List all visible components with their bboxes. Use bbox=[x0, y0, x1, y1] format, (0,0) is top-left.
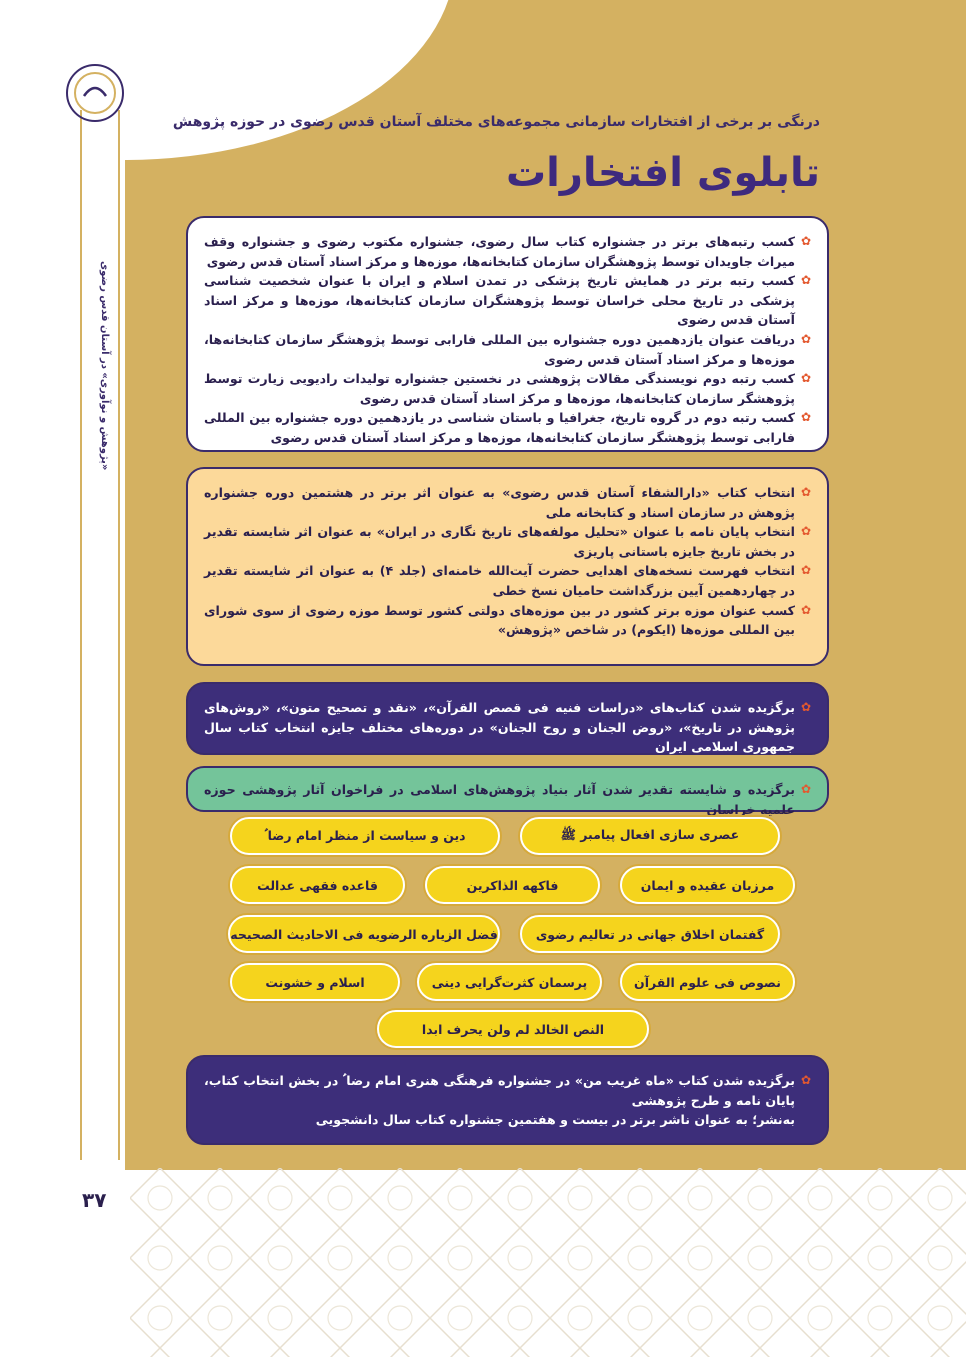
work-pill: دین و سیاست از منظر امام رضا ؑ bbox=[230, 817, 500, 855]
list-item: ✿ انتخاب کتاب «دارالشفاء آستان قدس رضوی» به عنوان اثر برتر در هشتمین دوره جشنواره پژوهش در سازمان اسناد و کتابخانه ملی bbox=[204, 485, 811, 520]
work-pill: مرزبان عقیده و ایمان bbox=[620, 866, 795, 904]
list-item: ✿ انتخاب فهرست نسخه‌های اهدایی حضرت آیت‌الله خامنه‌ای (جلد ۴) به عنوان اثر شایسته تقدیر در چهاردهمین آیین بزرگداشت حامیان نسخ خطی bbox=[204, 563, 811, 598]
bullet-icon: ✿ bbox=[800, 563, 811, 578]
bottom-pattern-decoration bbox=[130, 1168, 966, 1357]
bullet-icon: ✿ bbox=[800, 1073, 811, 1087]
work-pill: النص الخالد لم ولن یحرف ابدا bbox=[377, 1010, 649, 1048]
bullet-icon: ✿ bbox=[800, 700, 811, 714]
work-pill: فضل الزیاره الرضویه فی الاحادیث الصحیحه bbox=[228, 915, 500, 953]
bullet-icon: ✿ bbox=[800, 273, 811, 288]
work-pill: قاعده فقهی عدالت bbox=[230, 866, 405, 904]
strip-line-right bbox=[118, 110, 120, 1160]
work-pill: پرسمان کثرت‌گرایی دینی bbox=[417, 963, 602, 1001]
achievements-box-3 bbox=[186, 682, 829, 755]
page-number: ۳۷ bbox=[82, 1188, 107, 1212]
achievements-box-2 bbox=[186, 467, 829, 666]
bullet-icon: ✿ bbox=[800, 782, 811, 796]
bullet-icon: ✿ bbox=[800, 485, 811, 499]
list-item: ✿ برگزیده و شایسته تقدیر شدن آثار بنیاد پژوهش‌های اسلامی در فراخوان آثار پژوهشی حوزه علمیه خراسان bbox=[204, 782, 811, 817]
vertical-running-title: «پژوهش و نوآوری» در آستان قدس رضوی bbox=[99, 260, 110, 470]
work-pill: فاکهه الذاکرین bbox=[425, 866, 600, 904]
bullet-icon: ✿ bbox=[800, 331, 811, 346]
list-item: ✿ کسب رتبه برتر در همایش تاریخ پزشکی در تمدن اسلام و ایران با عنوان شخصیت شناسی پزشکی در تاریخ محلی خراسان توسط پژوهشگران سازمان کتابخانه‌ها، موزه‌ها و مرکز اسناد آستان قدس رضوی bbox=[204, 273, 811, 328]
page-subtitle: درنگی بر برخی از افتخارات سازمانی مجموعه‌های مختلف آستان قدس رضوی در حوزه پژوهش bbox=[172, 114, 820, 130]
achievements-box-5 bbox=[186, 1055, 829, 1145]
list-item: به‌نشر؛ به عنوان ناشر برتر در بیست و هفتمین جشنواره کتاب سال دانشجویی bbox=[315, 1112, 795, 1128]
list-item: ✿ انتخاب پایان نامه با عنوان «تحلیل مولفه‌های تاریخ نگاری در ایران» به عنوان اثر شایسته تقدیر در بخش تاریخ جایزه باستانی پاریزی bbox=[204, 524, 811, 559]
achievements-box-4 bbox=[186, 766, 829, 817]
work-pill: گفتمان اخلاق جهانی در تعالیم رضوی bbox=[520, 915, 780, 953]
list-item: ✿ کسب عنوان موزه برتر کشور در بین موزه‌های دولتی کشور توسط موزه رضوی از سوی شورای بین المللی موزه‌ها (ایکوم) در شاخص «پژوهش» bbox=[204, 602, 811, 638]
bullet-icon: ✿ bbox=[800, 602, 811, 617]
list-item: ✿ کسب رتبه‌های برتر در جشنواره کتاب سال رضوی، جشنواره مکتوب رضوی و جشنواره وقف میراث جاویدان توسط پژوهشگران سازمان کتابخانه‌ها، موزه‌ها و مرکز اسناد آستان قدس رضوی bbox=[204, 234, 811, 269]
list-item: ✿ برگزیده شدن کتاب‌های «دراسات فنیه فی قصص القرآن»، «نقد و تصحیح متون»، «روش‌های پژوهش در تاریخ»، «روض الجنان و روح الجنان» در دوره‌های مختلف جایزه انتخاب کتاب سال جمهوری اسلامی ایران bbox=[204, 700, 811, 755]
work-pill: اسلام و خشونت bbox=[230, 963, 400, 1001]
bullet-icon: ✿ bbox=[800, 234, 811, 248]
bullet-icon: ✿ bbox=[800, 371, 811, 386]
bullet-icon: ✿ bbox=[800, 410, 811, 425]
page-title: تابلوی افتخارات bbox=[505, 150, 820, 196]
logo-emblem-icon bbox=[64, 62, 126, 124]
bullet-icon: ✿ bbox=[800, 524, 811, 539]
work-pill: نصوص فی علوم القرآن bbox=[620, 963, 795, 1001]
list-item: ✿ کسب رتبه دوم نویسندگی مقالات پژوهشی در نخستین جشنواره تولیدات رادیویی زیارت توسط پژوهشگر سازمان کتابخانه‌ها، موزه‌ها و مرکز اسناد آستان قدس رضوی bbox=[204, 371, 811, 406]
achievements-box-1 bbox=[186, 216, 829, 452]
work-pill: عصری سازی افعال پیامبر ﷺ bbox=[520, 817, 780, 855]
list-item: ✿ کسب رتبه دوم در گروه تاریخ، جغرافیا و باستان شناسی در یازدهمین دوره جشنواره بین المللی فارابی توسط پژوهشگر سازمان کتابخانه‌ها، موزه‌ها و مرکز اسناد آستان قدس رضوی bbox=[204, 410, 811, 445]
list-item: ✿ دریافت عنوان یازدهمین دوره جشنواره بین المللی فارابی توسط پژوهشگر سازمان کتابخانه‌ها، موزه‌ها و مرکز اسناد آستان قدس رضوی bbox=[204, 331, 811, 367]
strip-line-left bbox=[80, 110, 82, 1160]
list-item: ✿ برگزیده شدن کتاب «ماه غریب من» در جشنواره فرهنگی هنری امام رضا ؑ در بخش انتخاب کتاب، پایان نامه و طرح پژوهشی bbox=[204, 1073, 811, 1108]
